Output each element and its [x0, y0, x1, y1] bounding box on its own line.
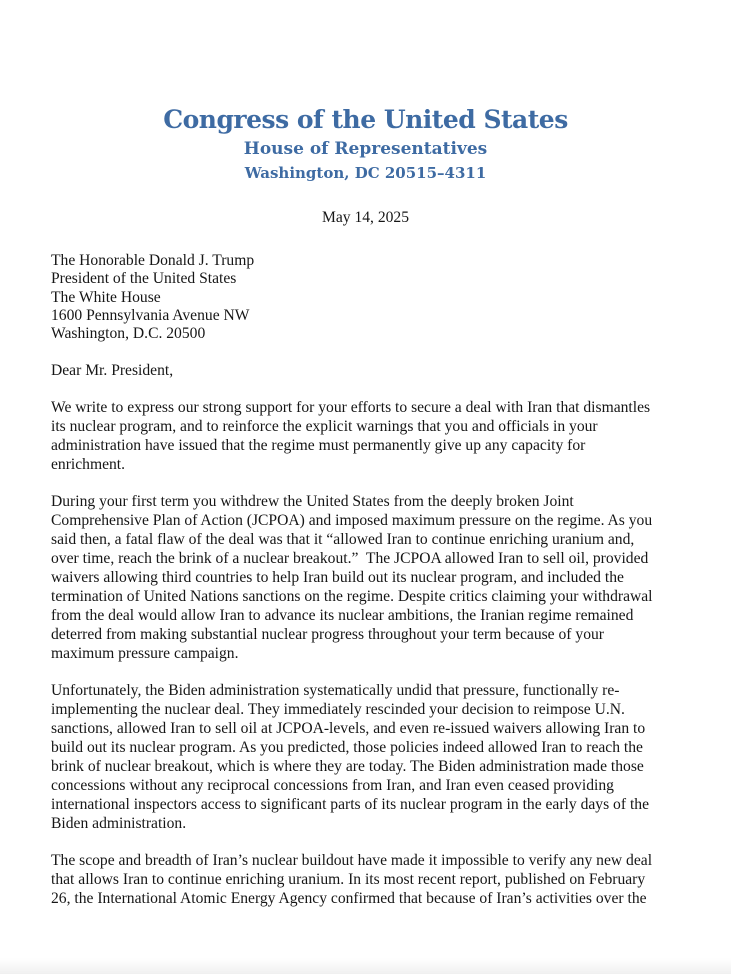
- text-line: over time, reach the brink of a nuclear breakout.” The JCPOA allowed Iran to sell oil, provided: [51, 550, 649, 568]
- text-line: administration have issued that the regime must permanently give up any capacity for: [51, 437, 586, 455]
- letterhead: [0, 0, 731, 182]
- body-paragraph: [51, 492, 691, 663]
- letter-date: May 14, 2025: [321, 209, 410, 227]
- text-line: maximum pressure campaign.: [51, 645, 239, 663]
- text-line: waivers allowing third countries to help Iran build out its nuclear program, and included the: [51, 569, 624, 587]
- text-line: brink of nuclear breakout, which is where they are today. The Biden administration made those: [51, 758, 644, 776]
- text-line: concessions without any reciprocal concessions from Iran, and Iran even ceased providing: [51, 777, 614, 795]
- text-line: that allows Iran to continue enriching uranium. In its most recent report, published on February: [51, 871, 646, 889]
- text-line: Comprehensive Plan of Action (JCPOA) and imposed maximum pressure on the regime. As you: [51, 512, 653, 530]
- text-line: implementing the nuclear deal. They immediately rescinded your decision to reimpose U.N.: [51, 701, 625, 719]
- text-line: said then, a fatal flaw of the deal was that it “allowed Iran to continue enriching uranium and,: [51, 531, 635, 549]
- letter-body: [51, 398, 691, 908]
- text-line: enrichment.: [51, 456, 126, 474]
- letterhead-organization: Congress of the United States: [163, 105, 568, 134]
- text-line: Washington, D.C. 20500: [51, 325, 206, 343]
- text-line: termination of United Nations sanctions on the regime. Despite critics claiming your withdrawal: [51, 588, 653, 606]
- recipient-address-block: [51, 252, 691, 343]
- text-line: We write to express our strong support for your efforts to secure a deal with Iran that dismantles: [51, 399, 651, 417]
- body-paragraph: [51, 851, 691, 908]
- letter-content: [51, 252, 691, 908]
- text-line: The White House: [51, 288, 161, 306]
- letterhead-chamber: House of Representatives: [243, 139, 488, 160]
- salutation: Dear Mr. President,: [51, 362, 174, 380]
- text-line: deterred from making substantial nuclear progress throughout your term because of your: [51, 626, 604, 644]
- body-paragraph: [51, 681, 691, 833]
- text-line: from the deal would allow Iran to advance its nuclear ambitions, the Iranian regime remained: [51, 607, 634, 625]
- text-line: The Honorable Donald J. Trump: [51, 252, 255, 270]
- text-line: Biden administration.: [51, 815, 187, 833]
- text-line: 26, the International Atomic Energy Agency confirmed that because of Iran’s activities over the: [51, 890, 647, 908]
- text-line: Unfortunately, the Biden administration systematically undid that pressure, functionally re-: [51, 682, 620, 700]
- letterhead-address: Washington, DC 20515–4311: [244, 163, 487, 182]
- text-line: The scope and breadth of Iran’s nuclear buildout have made it impossible to verify any new deal: [51, 852, 653, 870]
- text-line: 1600 Pennsylvania Avenue NW: [51, 306, 250, 324]
- text-line: President of the United States: [51, 270, 237, 288]
- text-line: build out its nuclear program. As you predicted, those policies indeed allowed Iran to reach the: [51, 739, 643, 757]
- text-line: During your first term you withdrew the United States from the deeply broken Joint: [51, 493, 574, 511]
- text-line: its nuclear program, and to reinforce the explicit warnings that you and officials in your: [51, 418, 598, 436]
- body-paragraph: [51, 398, 691, 474]
- text-line: sanctions, allowed Iran to sell oil at JCPOA-levels, and even re-issued waivers allowing Iran to: [51, 720, 646, 738]
- text-line: international inspectors access to significant parts of its nuclear program in the early days of the: [51, 796, 649, 814]
